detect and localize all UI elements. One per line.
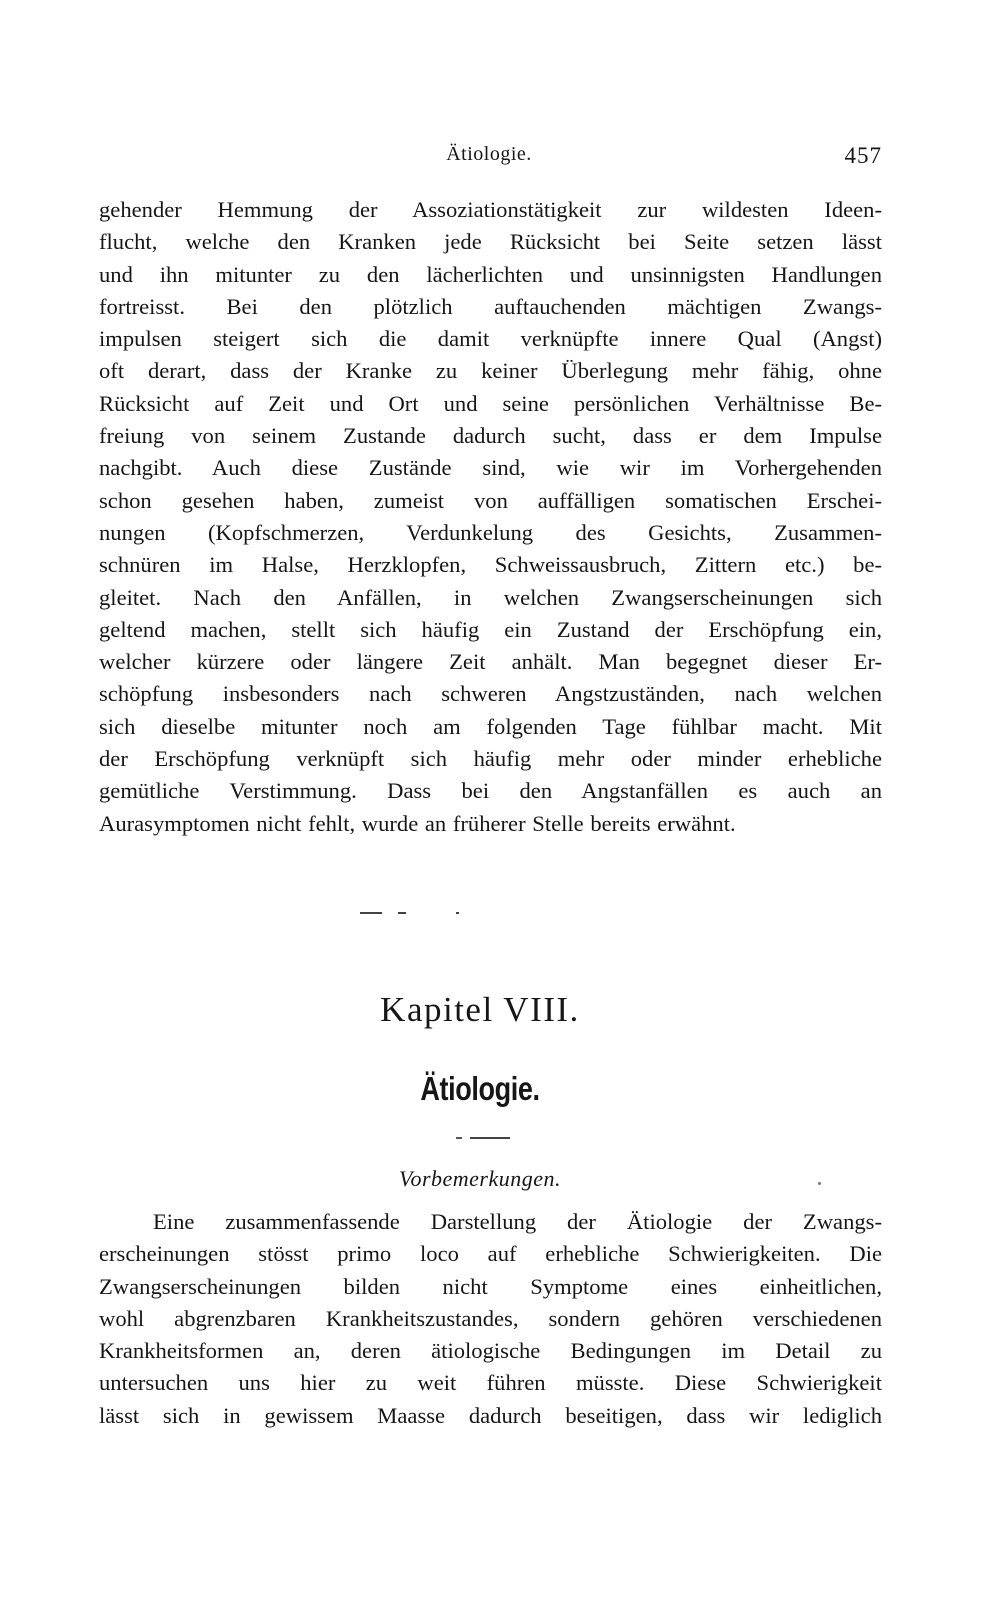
text-line: Krankheitsformen an, deren ätiologische Bedingungen im Detail zu [99, 1338, 882, 1364]
chapter-title: Ätiologie. [420, 1070, 540, 1107]
text-line: nungen (Kopfschmerzen, Verdunkelung des Gesichts, Zusammen- [99, 519, 882, 545]
text-line: Rücksicht auf Zeit und Ort und seine persönlichen Verhältnisse Be- [99, 390, 882, 416]
page-number: 457 [844, 143, 882, 168]
text-line: welcher kürzere oder längere Zeit anhält. Man begegnet dieser Er- [99, 649, 882, 675]
title-rule-dot [456, 1137, 462, 1139]
text-line: untersuchen uns hier zu weit führen müsste. Diese Schwierigkeit [99, 1370, 882, 1396]
title-rule [470, 1137, 510, 1139]
text-line: schnüren im Halse, Herzklopfen, Schweissausbruch, Zittern etc.) be- [99, 552, 882, 578]
text-line: erscheinungen stösst primo loco auf erhebliche Schwierigkeiten. Die [99, 1241, 882, 1267]
text-line: gehender Hemmung der Assoziationstätigkeit zur wildesten Ideen- [99, 197, 882, 222]
text-line: Zwangserscheinungen bilden nicht Symptome eines einheitlichen, [99, 1273, 882, 1299]
divider-dash [398, 912, 406, 914]
text-line: geltend machen, stellt sich häufig ein Zustand der Erschöpfung ein, [99, 616, 882, 642]
paragraph-top [99, 194, 882, 840]
text-line: nachgibt. Auch diese Zustände sind, wie wir im Vorhergehenden [99, 455, 882, 481]
text-line: lässt sich in gewissem Maasse dadurch beseitigen, dass wir lediglich [99, 1402, 882, 1428]
print-speck [818, 1182, 821, 1185]
text-line: impulsen steigert sich die damit verknüpfte innere Qual (Angst) [99, 326, 882, 352]
text-line: Aurasymptomen nicht fehlt, wurde an früherer Stelle bereits erwähnt. [99, 810, 736, 836]
text-line: schon gesehen haben, zumeist von auffälligen somatischen Erschei- [99, 487, 882, 513]
text-line-content: Eine zusammenfassende Darstellung der Ätiologie der Zwangs- [153, 1209, 882, 1234]
text-line: flucht, welche den Kranken jede Rücksicht bei Seite setzen lässt [99, 229, 882, 255]
section-heading: Vorbemerkungen. [398, 1166, 562, 1191]
text-line: freiung von seinem Zustande dadurch sucht, dass er dem Impulse [99, 423, 882, 449]
text-line: oft derart, dass der Kranke zu keiner Überlegung mehr fähig, ohne [99, 358, 882, 384]
text-line: der Erschöpfung verknüpft sich häufig mehr oder minder erhebliche [99, 746, 882, 772]
running-head-title: Ätiologie. [446, 143, 532, 165]
text-line: gleitet. Nach den Anfällen, in welchen Zwangserscheinungen sich [99, 584, 882, 610]
chapter-label: Kapitel VIII. [380, 990, 580, 1029]
section-divider-ornament [360, 912, 480, 916]
divider-dash [360, 912, 382, 914]
text-line: gemütliche Verstimmung. Dass bei den Angstanfällen es auch an [99, 778, 882, 804]
text-line: wohl abgrenzbaren Krankheitszustandes, sondern gehören verschiedenen [99, 1305, 882, 1331]
text-line: sich dieselbe mitunter noch am folgenden Tage fühlbar macht. Mit [99, 713, 882, 739]
text-line: und ihn mitunter zu den lächerlichten und unsinnigsten Handlungen [99, 261, 882, 287]
paragraph-bottom [99, 1206, 882, 1432]
running-head [96, 143, 882, 173]
text-line [99, 1206, 882, 1238]
text-line: schöpfung insbesonders nach schweren Angstzuständen, nach welchen [99, 681, 882, 707]
text-line: fortreisst. Bei den plötzlich auftauchenden mächtigen Zwangs- [99, 293, 882, 319]
divider-dot [456, 912, 459, 914]
